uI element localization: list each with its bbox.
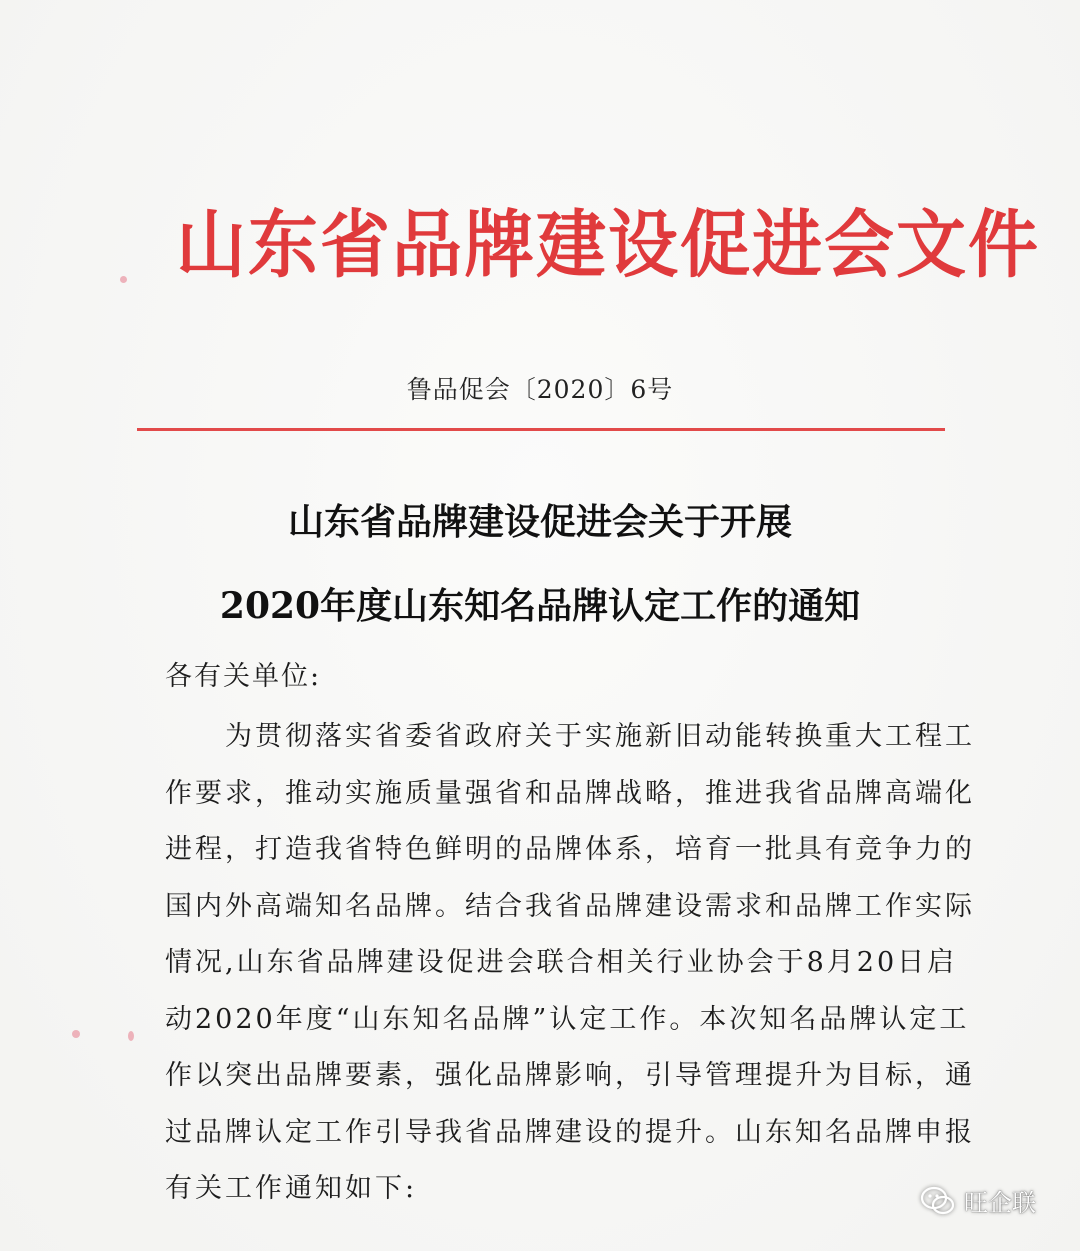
ink-speck — [120, 276, 127, 283]
ink-speck — [128, 1031, 134, 1041]
ink-speck — [72, 1030, 80, 1038]
body-line: 为贯彻落实省委省政府关于实施新旧动能转换重大工程工 — [165, 721, 975, 752]
body-line: 作以突出品牌要素，强化品牌影响，引导管理提升为目标，通 — [165, 1060, 975, 1091]
salutation: 各有关单位: — [165, 661, 322, 692]
wechat-icon — [920, 1186, 956, 1216]
notice-title-line1: 山东省品牌建设促进会关于开展 — [287, 501, 792, 543]
body-line: 作要求，推动实施质量强省和品牌战略，推进我省品牌高端化 — [165, 777, 975, 809]
document-number: 鲁品促会〔2020〕6号 — [406, 375, 674, 404]
body-line: 有关工作通知如下: — [165, 1173, 418, 1204]
issuer-title: 山东省品牌建设促进会文件 — [176, 201, 1040, 288]
watermark-account-name: 旺企联 — [964, 1189, 1036, 1217]
watermark — [920, 1183, 1036, 1218]
notice-title-line2: 2020年度山东知名品牌认定工作的通知 — [219, 585, 861, 627]
body-line: 过品牌认定工作引导我省品牌建设的提升。山东知名品牌申报 — [165, 1116, 975, 1148]
red-divider — [137, 428, 945, 431]
body-line: 情况,山东省品牌建设促进会联合相关行业协会于8月20日启 — [165, 947, 958, 978]
body-line: 动2020年度“山东知名品牌”认定工作。本次知名品牌认定工 — [165, 1003, 970, 1035]
body-line: 国内外高端知名品牌。结合我省品牌建设需求和品牌工作实际 — [165, 890, 975, 922]
notice-body — [165, 709, 975, 1218]
body-line: 进程，打造我省特色鲜明的品牌体系，培育一批具有竞争力的 — [165, 834, 975, 865]
